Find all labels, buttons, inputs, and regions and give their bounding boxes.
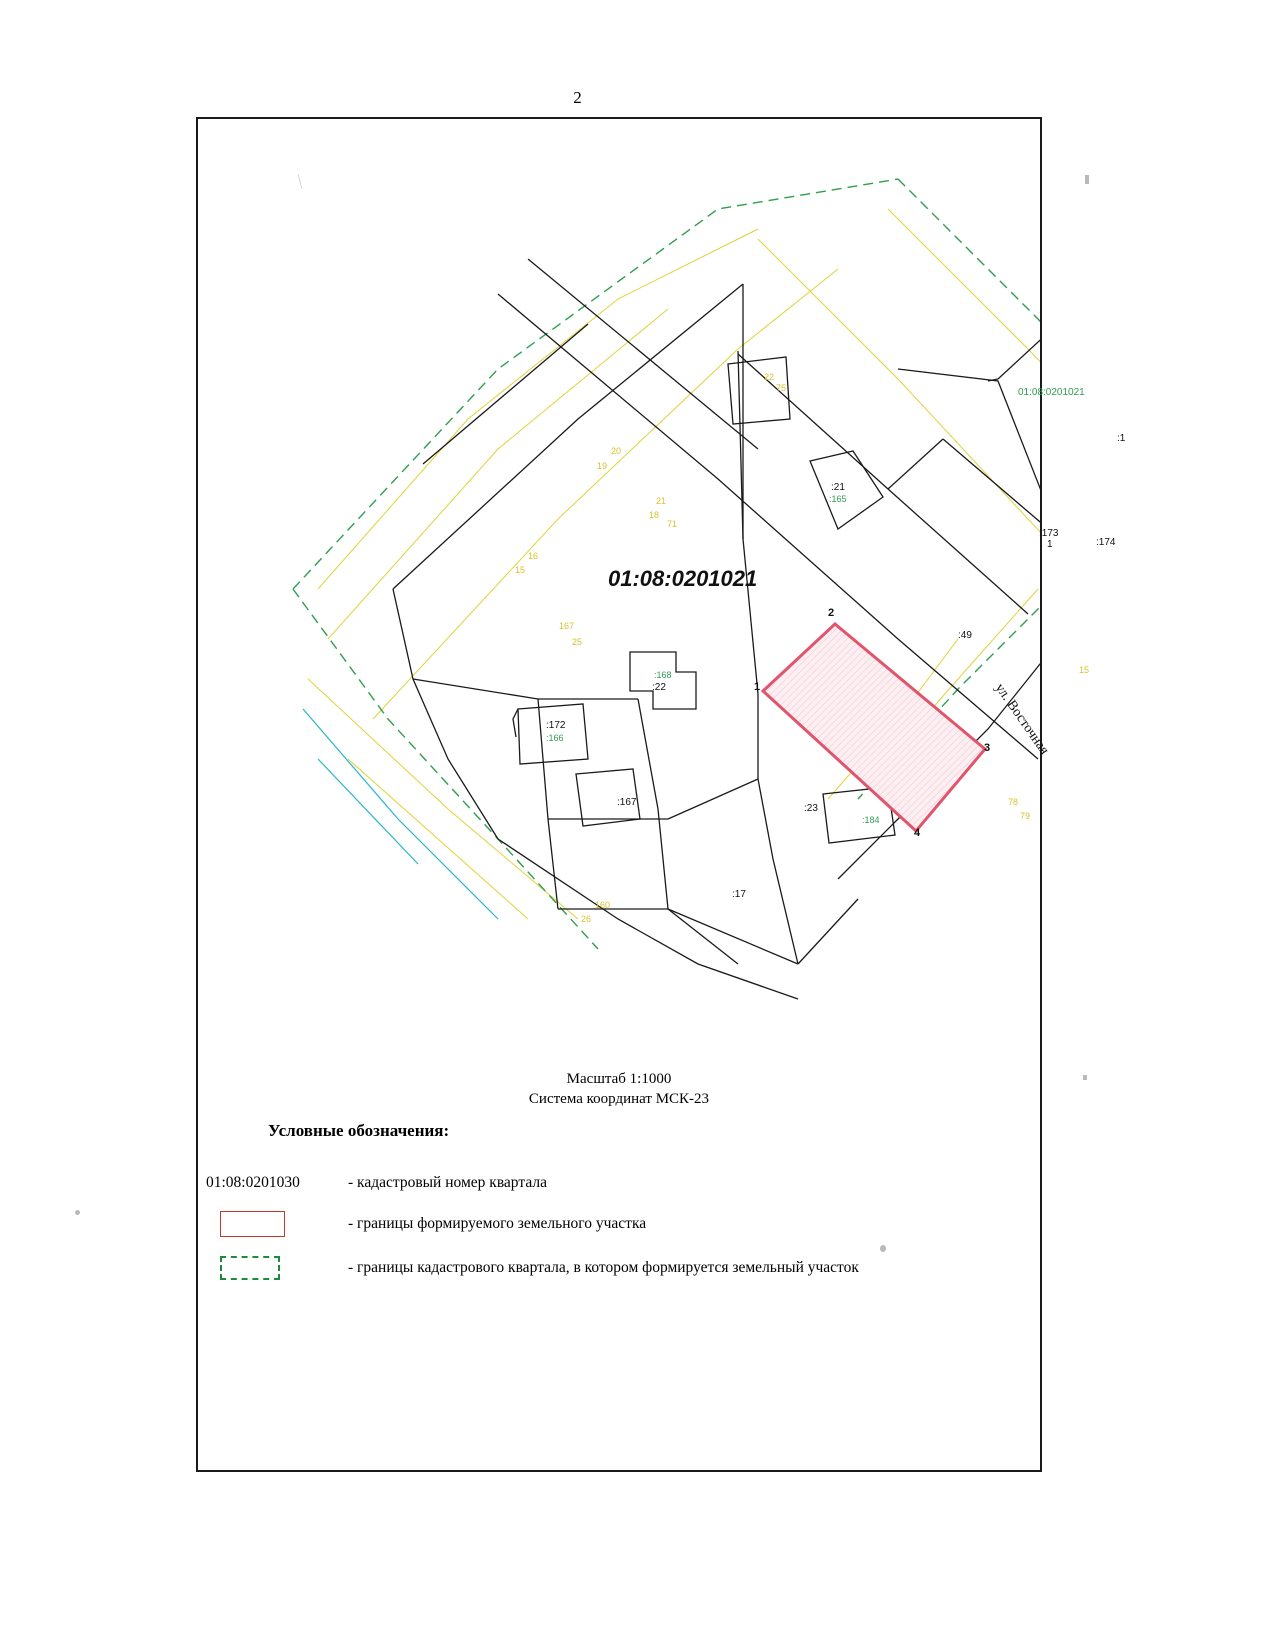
parcel-label-y167: 167 bbox=[559, 621, 575, 631]
parcel-label-y15: 15 bbox=[515, 565, 526, 575]
scale-block bbox=[198, 1069, 1040, 1109]
corner-point-2: 2 bbox=[828, 607, 835, 619]
parcel-label-y75: 75 bbox=[776, 383, 787, 393]
parcel-label-y79: 79 bbox=[1020, 811, 1031, 821]
parcel-label-y16: 16 bbox=[528, 551, 539, 561]
legend-row bbox=[198, 1211, 1040, 1237]
legend-key-block-border bbox=[198, 1256, 348, 1280]
cadastral-map bbox=[198, 119, 1126, 1049]
parcel-label-p174: :174 bbox=[1096, 537, 1116, 548]
parcel-label-y15b: 15 bbox=[1079, 665, 1090, 675]
parcel-label-y19: 19 bbox=[597, 461, 608, 471]
scan-speck bbox=[880, 1245, 886, 1252]
parcel-label-p172: :172 bbox=[546, 720, 566, 731]
parcel-label-p165: :165 bbox=[829, 494, 847, 504]
legend-key-cadastral-number bbox=[198, 1174, 348, 1192]
parcel-label-y26: 26 bbox=[581, 914, 592, 924]
parcel-label-y22: 22 bbox=[764, 372, 775, 382]
map-cadastral-block-number: 01:08:0201021 bbox=[608, 566, 758, 591]
parcel-border-swatch bbox=[220, 1211, 285, 1237]
parcel-label-y20: 20 bbox=[611, 446, 622, 456]
scan-speck bbox=[1083, 1075, 1087, 1080]
legend-text: - границы формируемого земельного участка bbox=[348, 1215, 647, 1232]
legend-cadastral-number: 01:08:0201030 bbox=[206, 1174, 300, 1191]
block-border-swatch bbox=[220, 1256, 280, 1280]
subject-parcel-polygon bbox=[763, 624, 985, 831]
legend-row bbox=[198, 1174, 1040, 1192]
parcel-label-p22: :22 bbox=[652, 682, 666, 693]
parcel-label-p173: :173 bbox=[1039, 528, 1059, 539]
parcel-label-p168: :168 bbox=[654, 670, 672, 680]
parcel-label-y25: 25 bbox=[572, 637, 583, 647]
scan-speck bbox=[1085, 175, 1089, 184]
parcel-label-p184: :184 bbox=[862, 815, 880, 825]
parcel-label-p23: :23 bbox=[804, 803, 818, 814]
corner-point-1: 1 bbox=[754, 681, 761, 693]
parcel-label-p173b: 1 bbox=[1047, 539, 1053, 550]
parcel-label-p49: :49 bbox=[958, 630, 972, 641]
legend-key-parcel-border bbox=[198, 1211, 348, 1237]
map-block-number-green: 01:08:0201021 bbox=[1018, 387, 1085, 398]
parcel-label-p1: :1 bbox=[1117, 433, 1126, 444]
scan-speck bbox=[75, 1210, 80, 1215]
page-number: 2 bbox=[573, 88, 582, 107]
parcel-label-p166: :166 bbox=[546, 733, 564, 743]
parcel-label-y21: 21 bbox=[656, 496, 667, 506]
coordinate-system-line: Система координат МСК-23 bbox=[528, 1091, 710, 1107]
parcel-label-y18: 18 bbox=[649, 510, 660, 520]
legend-text: - границы кадастрового квартала, в котором формируется земельный участок bbox=[348, 1259, 859, 1276]
parcel-label-y71: 71 bbox=[667, 519, 678, 529]
scale-line: Масштаб 1:1000 bbox=[566, 1071, 672, 1087]
parcel-label-p21: :21 bbox=[831, 482, 845, 493]
street-name-label: ул. Восточная bbox=[991, 681, 1052, 758]
parcel-label-p167: :167 bbox=[617, 797, 637, 808]
document-frame bbox=[196, 117, 1126, 1472]
legend-row bbox=[198, 1256, 1040, 1280]
parcel-label-y78: 78 bbox=[1008, 797, 1019, 807]
parcel-label-y160: 160 bbox=[595, 900, 611, 910]
parcel-label-p17: :17 bbox=[732, 889, 746, 900]
corner-point-4: 4 bbox=[914, 827, 921, 839]
legend-text: - кадастровый номер квартала bbox=[348, 1174, 547, 1191]
legend bbox=[198, 1174, 1040, 1299]
corner-point-3: 3 bbox=[984, 742, 991, 754]
legend-title: Условные обозначения: bbox=[268, 1121, 450, 1140]
